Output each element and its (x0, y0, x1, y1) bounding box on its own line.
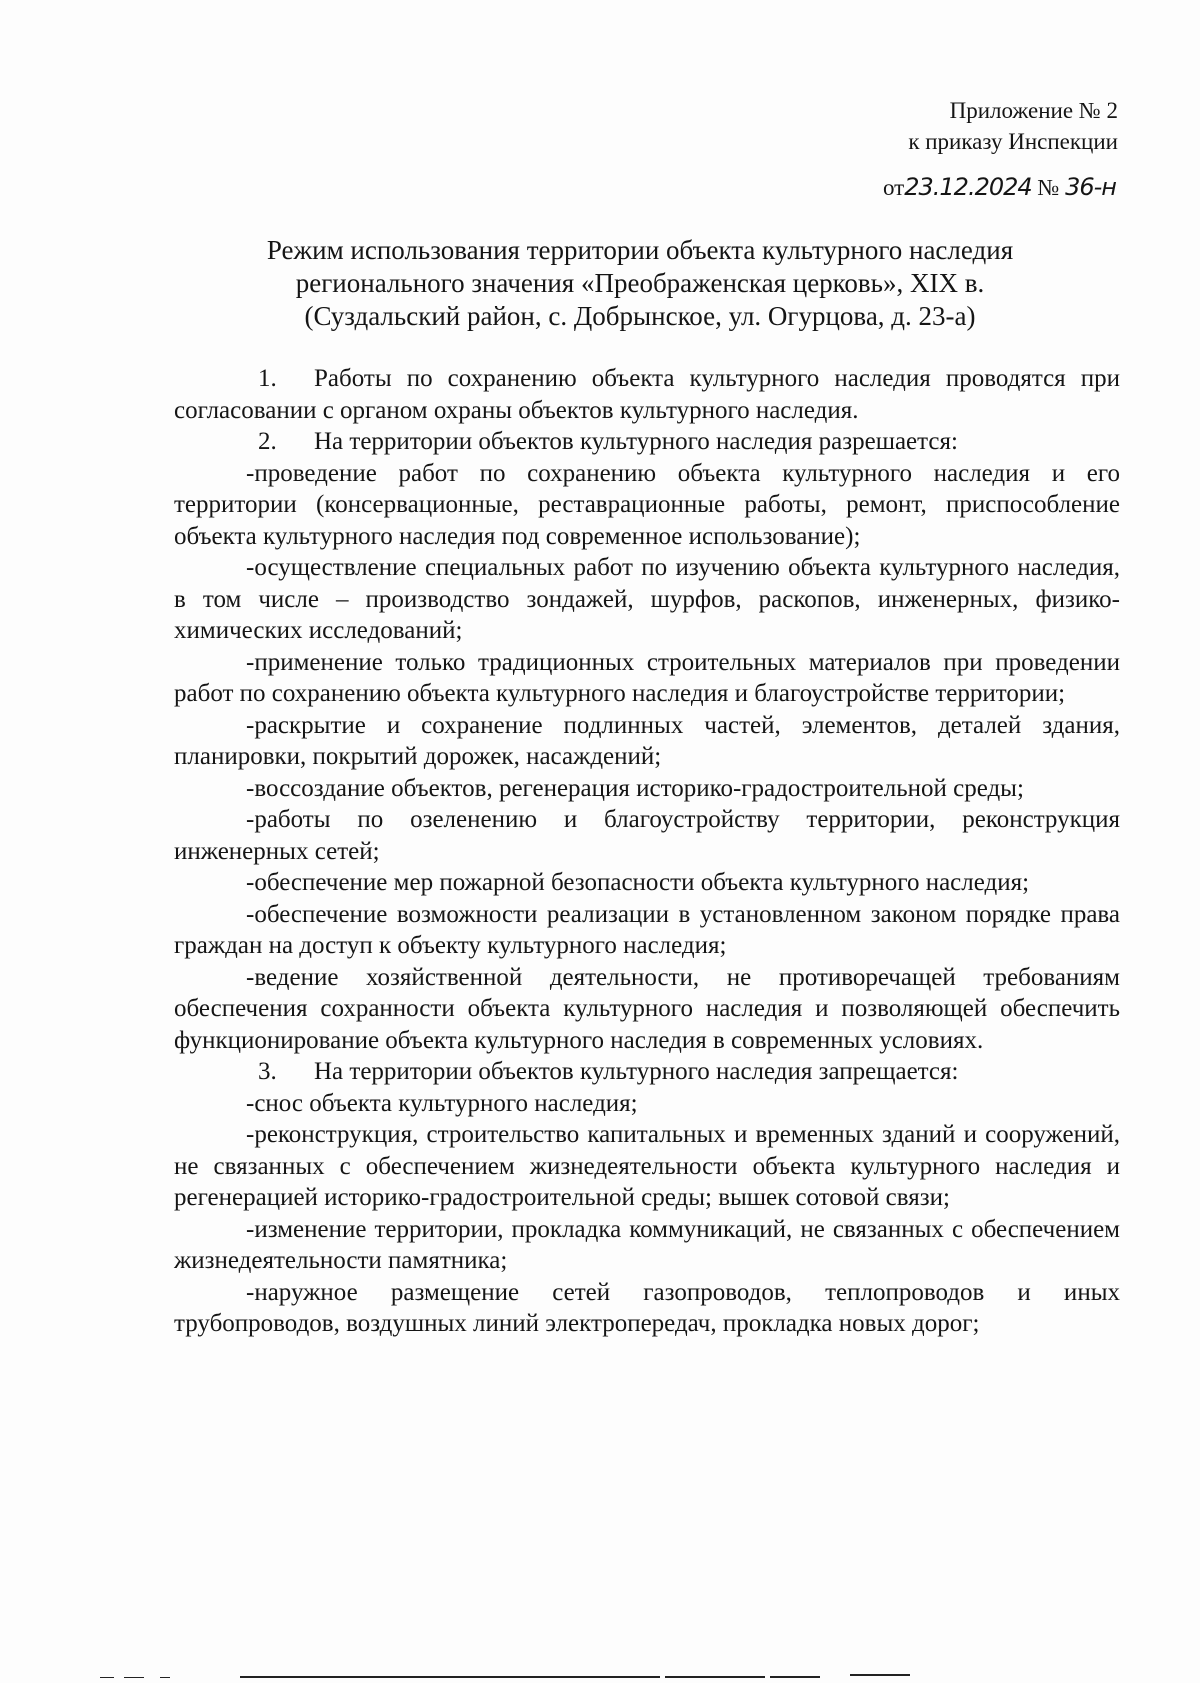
list-item (174, 647, 1120, 710)
order-number-handwritten: 36-н (1065, 173, 1116, 201)
footer-rule-3 (160, 1677, 170, 1678)
paragraph-text: -наружное размещение сетей газопроводов, теплопроводов и иных трубопроводов, воздушных линий электропередач, прокладка новых дорог; (174, 1278, 1120, 1337)
footer-rule-1 (100, 1677, 114, 1678)
numbered-paragraph (174, 1056, 1120, 1088)
paragraph-text: -снос объекта культурного наследия; (246, 1089, 638, 1117)
paragraph-text: -применение только традиционных строительных материалов при проведении работ по сохранению объекта культурного наследия и благоустройстве территории; (174, 648, 1120, 707)
list-item (174, 899, 1120, 962)
paragraph-text: -изменение территории, прокладка коммуникаций, не связанных с обеспечением жизнедеятельности памятника; (174, 1215, 1120, 1274)
title-line-1: Режим использования территории объекта культурного наследия (266, 235, 1014, 265)
appendix-number: Приложение № 2 (949, 98, 1118, 123)
footer-rule-5 (665, 1676, 765, 1678)
list-item (174, 804, 1120, 867)
order-number-label: № (1037, 175, 1060, 200)
paragraph-text: -проведение работ по сохранению объекта культурного наследия и его территории (консервационные, реставрационные работы, ремонт, приспособление объекта культурного наследия под современное использование); (174, 459, 1120, 550)
numbered-paragraph (174, 363, 1120, 426)
title-line-3: (Суздальский район, с. Добрынское, ул. Огурцова, д. 23-а) (304, 301, 976, 331)
paragraph-text: -воссоздание объектов, регенерация историко-градостроительной среды; (246, 774, 1024, 802)
list-item (174, 962, 1120, 1057)
paragraph-number: 2. (258, 428, 277, 455)
order-date-number (883, 172, 1116, 203)
document-title (160, 234, 1120, 333)
numbered-paragraph (174, 426, 1120, 458)
appendix-header (908, 95, 1118, 157)
footer-rule-4 (240, 1676, 660, 1678)
paragraph-text: -работы по озеленению и благоустройству территории, реконструкция инженерных сетей; (174, 806, 1120, 865)
list-item (174, 1119, 1120, 1214)
footer-rule-6 (770, 1676, 820, 1678)
order-prefix: от (882, 175, 905, 200)
list-item (174, 1277, 1120, 1340)
list-item (174, 1088, 1120, 1120)
paragraph-text: -раскрытие и сохранение подлинных частей, элементов, деталей здания, планировки, покрытий дорожек, насаждений; (174, 711, 1120, 770)
list-item (174, 710, 1120, 773)
list-item (174, 458, 1120, 553)
paragraph-text: -ведение хозяйственной деятельности, не противоречащей требованиям обеспечения сохранности объекта культурного наследия и позволяющей обеспечить функционирование объекта культурного наследия в современных условиях. (174, 963, 1120, 1054)
paragraph-text: -обеспечение возможности реализации в установленном законом порядке права граждан на доступ к объекту культурного наследия; (174, 900, 1120, 959)
list-item (174, 1214, 1120, 1277)
order-date-handwritten: 23.12.2024 (904, 173, 1032, 201)
paragraph-text: На территории объектов культурного наследия разрешается: (314, 428, 958, 455)
paragraph-text: -реконструкция, строительство капитальных и временных зданий и сооружений, не связанных с обеспечением жизнедеятельности объекта культурного наследия и регенерацией историко-градостроительной среды; вышек сотовой связи; (174, 1121, 1120, 1211)
paragraph-text: -обеспечение мер пожарной безопасности объекта культурного наследия; (246, 869, 1030, 896)
paragraph-text: Работы по сохранению объекта культурного наследия проводятся при согласовании с органом охраны объектов культурного наследия. (174, 365, 1120, 424)
paragraph-text: -осуществление специальных работ по изучению объекта культурного наследия, в том числе – производство зондажей, шурфов, раскопов, инженерных, физико-химических исследований; (174, 554, 1120, 644)
paragraph-number: 3. (258, 1058, 277, 1085)
list-item (174, 773, 1120, 805)
footer-rule-7 (850, 1674, 910, 1676)
paragraph-text: На территории объектов культурного наследия запрещается: (314, 1058, 959, 1085)
document-body (174, 363, 1120, 1340)
appendix-order-ref: к приказу Инспекции (908, 129, 1118, 154)
footer-rule-2 (124, 1677, 144, 1678)
list-item (174, 552, 1120, 647)
list-item (174, 867, 1120, 899)
paragraph-number: 1. (258, 365, 277, 392)
title-line-2: регионального значения «Преображенская церковь», XIX в. (295, 268, 985, 298)
